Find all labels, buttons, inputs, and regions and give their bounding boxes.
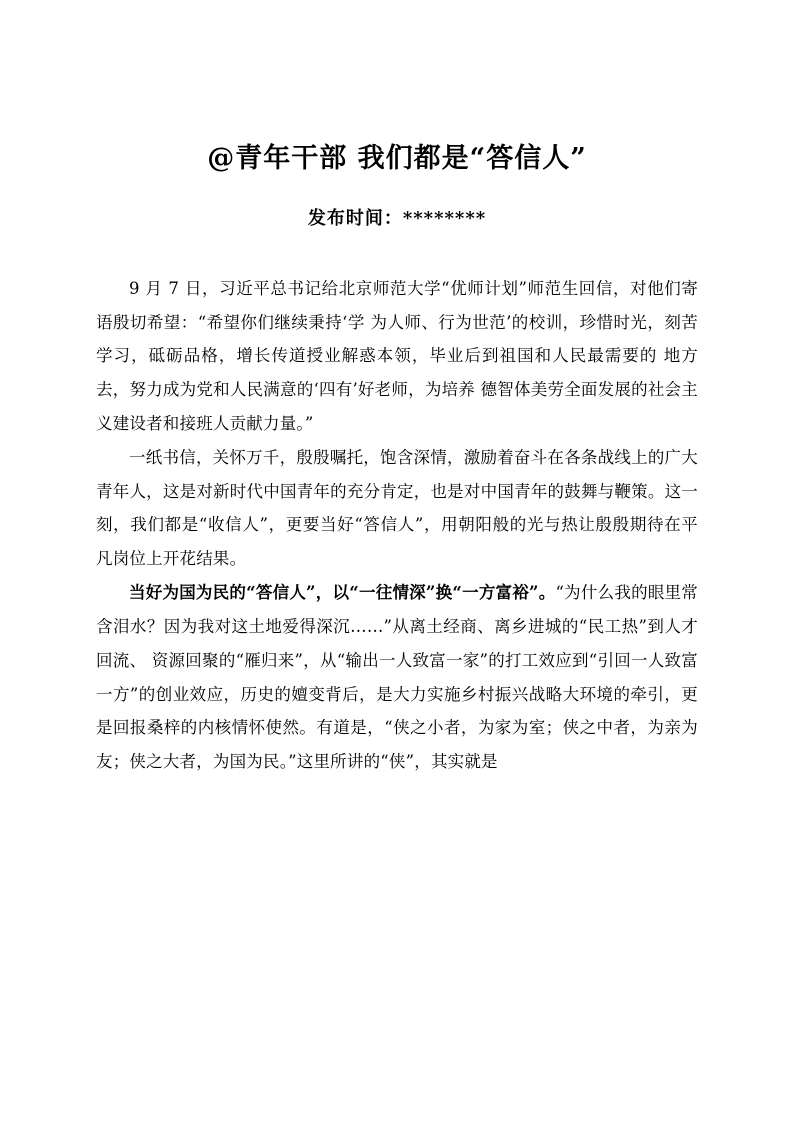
- paragraph-lead: 当好为国为民的“答信人”，以“一往情深”换“一方富裕”。: [129, 583, 556, 603]
- page-title: @青年干部 我们都是“答信人”: [207, 143, 587, 174]
- publish-time: 发布时间：********: [307, 207, 487, 229]
- paragraph: 一纸书信，关怀万千，殷殷嘱托，饱含深情，激励着奋斗在各条战线上的广大青年人，这是对新时代中国青年的充分肯定，也是对中国青年的鼓舞与鞭策。这一刻，我们都是“收信人”，更要当好“答信人”，用朝阳般的光与热让殷殷期待在平凡岗位上开花结果。: [96, 447, 698, 569]
- paragraph-text: “为什么我的眼里常含泪水？因为我对这土地爱得深沉……”从离土经商、离乡进城的“民工热”到人才回流、 资源回聚的“雁归来”，从“输出一人致富一家”的打工效应到“引回一人致富一方”的创业效应，历史的嬗变背后，是大力实施乡村振兴战略大环境的牵引，更是回报桑梓的内核情怀使然。有道是，“侠之小者，为家为室；侠之中者，为亲为友；侠之大者，为国为民。”这里所讲的“侠”，其实就是: [96, 583, 698, 772]
- paragraph: [96, 576, 698, 779]
- paragraph: 9 月 7 日，习近平总书记给北京师范大学“优师计划”师范生回信，对他们寄语殷切希望：“希望你们继续秉持‘学 为人师、行为世范’的校训，珍惜时光，刻苦学习，砥砺品格，增长传道授业解惑本领，毕业后到祖国和人民最需要的 地方去，努力成为党和人民满意的‘四有’好老师，为培养 德智体美劳全面发展的社会主义建设者和接班人贡献力量。”: [96, 278, 698, 434]
- document-body: [96, 272, 698, 779]
